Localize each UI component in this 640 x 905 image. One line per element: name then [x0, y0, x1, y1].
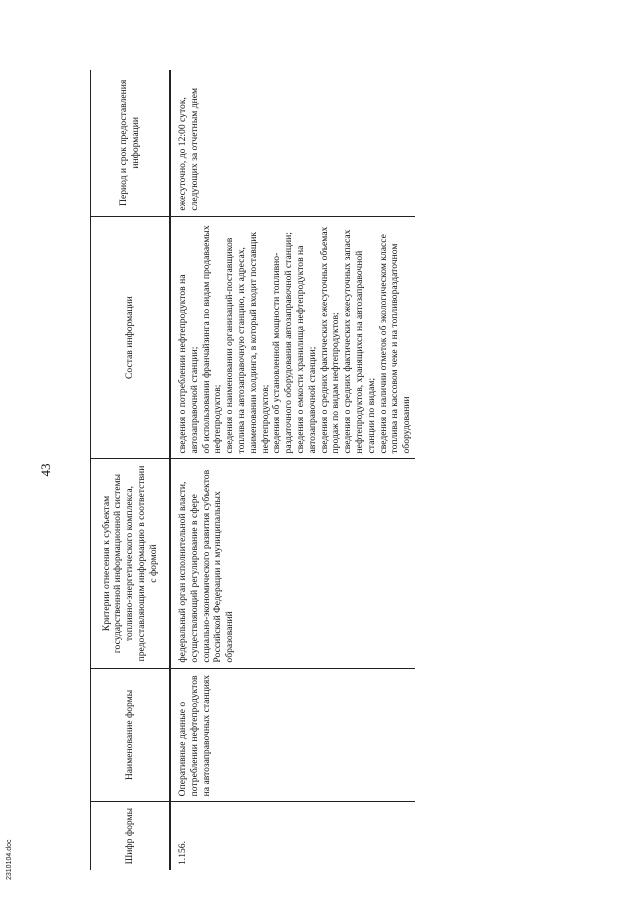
cell-composition	[170, 216, 415, 459]
composition-line: сведения о средних фактических ежесуточных объемах продаж по видам нефтепродуктов;	[318, 226, 342, 454]
composition-line: сведения о средних фактических ежесуточных запасах нефтепродуктов, хранящихся на автозаправочной станции по видам;	[342, 229, 377, 454]
composition-line: сведения о наличии отметок об экологическом классе топлива на кассовом чеке и на топливораздаточном оборудовании	[377, 234, 413, 454]
composition-line: сведения о емкости хранилища нефтепродуктов на автозаправочной станции;	[294, 245, 318, 454]
table-row	[170, 70, 415, 870]
composition-list	[177, 222, 413, 454]
composition-line: сведения о потреблении нефтепродуктов на автозаправочной станции;	[177, 274, 200, 454]
header-criteria: Критерии отнесения к субъектам государственной информационной системы топливно-энергетического комплекса, предоставляющим информацию в соответствии с формой	[91, 459, 171, 668]
forms-table	[90, 70, 415, 870]
composition-line: об использовании франчайзинга по видам продаваемых нефтепродуктов;	[200, 225, 224, 454]
cell-period: ежесуточно, до 12:00 суток, следующих за отчетным днем	[170, 70, 415, 216]
file-identifier: 2310104.doc	[6, 839, 13, 880]
table-header-row	[91, 70, 171, 870]
composition-line: сведения об установленной мощности топливно-раздаточного оборудования автозаправочной станции;	[271, 232, 295, 454]
page-number: 43	[38, 463, 53, 477]
header-composition: Состав информации	[91, 216, 171, 459]
rotated-page	[30, 70, 610, 870]
header-code: Шифр формы	[91, 802, 171, 870]
header-name: Наименование формы	[91, 668, 171, 802]
cell-name: Оперативные данные о потреблении нефтепродуктов на автозаправочных станциях	[170, 668, 415, 802]
cell-criteria: федеральный орган исполнительной власти, осуществляющий регулирование в сфере социально-экономического развития субъектов Российской Федерации и муниципальных образований	[170, 459, 415, 668]
cell-code: 1.156.	[177, 841, 188, 865]
header-period: Период и срок предоставления информации	[91, 70, 171, 216]
composition-line: сведения о наименовании организаций-поставщиков топлива на автозаправочную станцию, их адресах, наименовании холдинга, в который входит поставщик нефтепродуктов;	[224, 232, 271, 454]
